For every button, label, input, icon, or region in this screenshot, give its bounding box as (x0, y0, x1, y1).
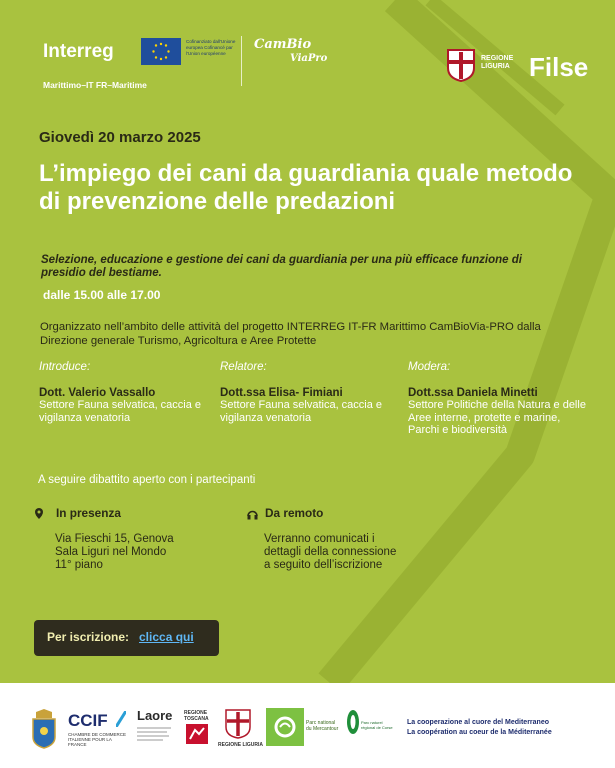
ccif-mark-icon (116, 711, 126, 727)
interreg-logo: Interreg (43, 41, 114, 62)
registration-link[interactable]: clicca qui (139, 630, 194, 644)
headphones-icon (247, 507, 258, 525)
laore-logo: Laore (137, 708, 173, 723)
speaker-name: Dott. Valerio Vassallo (39, 387, 156, 399)
liguria-footer-shield-icon (225, 709, 251, 744)
speaker-introduce (39, 361, 209, 424)
liguria-footer-label: REGIONE LIGURIA (218, 742, 264, 748)
remote-line: dettagli della connessione (264, 546, 397, 558)
event-time: dalle 15.00 alle 17.00 (43, 288, 161, 302)
interreg-subtitle: Marittimo–IT FR–Maritime (43, 80, 147, 90)
remote-details (264, 533, 396, 572)
event-title: L’impiego dei cani da guardiania quale metodo di prevenzione delle predazioni (39, 160, 573, 215)
eu-cofunding-text: Cofinanziato dall'Unione europea Cofinancé par l'Union européenne (186, 39, 236, 56)
mercantour-logo-icon (266, 708, 304, 751)
laore-text-lines (137, 726, 173, 742)
event-date: Giovedì 20 marzo 2025 (39, 129, 201, 146)
event-organizer: Organizzato nell’ambito delle attività del progetto INTERREG IT-FR Marittimo CamBioVia-PRO dalla Direzione generale Turismo, Agricoltura e Aree Protette (40, 321, 541, 347)
pegasus-icon (186, 724, 208, 749)
ccif-logo: CCIF (68, 711, 108, 730)
address-line: 11° piano (55, 559, 103, 571)
coat-of-arms-icon (30, 709, 58, 754)
remote-heading: Da remoto (265, 506, 324, 520)
regione-liguria-logo: REGIONE LIGURIA (481, 55, 514, 70)
location-pin-icon (34, 507, 44, 525)
liguria-shield-icon (446, 48, 476, 87)
speaker-relatore (220, 361, 400, 424)
in-person-address (55, 533, 174, 572)
speaker-affiliation: Settore Fauna selvatica, caccia e vigilanza venatoria (220, 399, 383, 424)
speaker-modera (408, 361, 588, 437)
cambioviapro-logo-line2: ViaPro (290, 53, 328, 64)
remote-line: Verranno comunicati i (264, 533, 375, 545)
speaker-name: Dott.ssa Elisa- Fimiani (220, 387, 343, 399)
speaker-role: Modera: (408, 361, 451, 373)
tagline-italian: La cooperazione al cuore del Mediterraneo (407, 719, 549, 726)
ccif-subtitle: CHAMBRE DE COMMERCE ITALIENNE POUR LA FRANCE (68, 732, 127, 747)
speaker-affiliation: Settore Fauna selvatica, caccia e vigilanza venatoria (39, 399, 202, 424)
address-line: Sala Liguri nel Mondo (55, 546, 167, 558)
corse-logo-icon (345, 708, 361, 741)
in-person-heading: In presenza (56, 506, 121, 520)
speaker-role: Introduce: (39, 361, 91, 373)
tagline-french: La coopération au coeur de la Méditerranée (407, 729, 552, 736)
filse-logo: Filse (529, 52, 589, 82)
registration-label: Per iscrizione: (47, 630, 130, 644)
footer-tagline (407, 718, 552, 738)
speaker-role: Relatore: (220, 361, 267, 373)
header-divider (241, 36, 242, 86)
debate-note: A seguire dibattito aperto con i partecipanti (38, 474, 256, 486)
mercantour-label: Parc national du Mercantour (306, 720, 339, 732)
corse-label: Parc naturel régional de Corse (361, 720, 393, 730)
cambioviapro-logo: CamBio (254, 37, 312, 52)
speaker-name: Dott.ssa Daniela Minetti (408, 387, 538, 399)
toscana-logo: REGIONE TOSCANA (184, 710, 209, 722)
eu-flag-icon (141, 38, 181, 65)
remote-line: a seguito dell’iscrizione (264, 559, 383, 571)
speaker-affiliation: Settore Politiche della Natura e delle Aree interne, protette e marine, Parchi e biodiversità (408, 399, 586, 436)
address-line: Via Fieschi 15, Genova (55, 533, 174, 545)
event-subtitle: Selezione, educazione e gestione dei cani da guardiania per una più efficace funzione di presidio del bestiame. (41, 254, 522, 279)
